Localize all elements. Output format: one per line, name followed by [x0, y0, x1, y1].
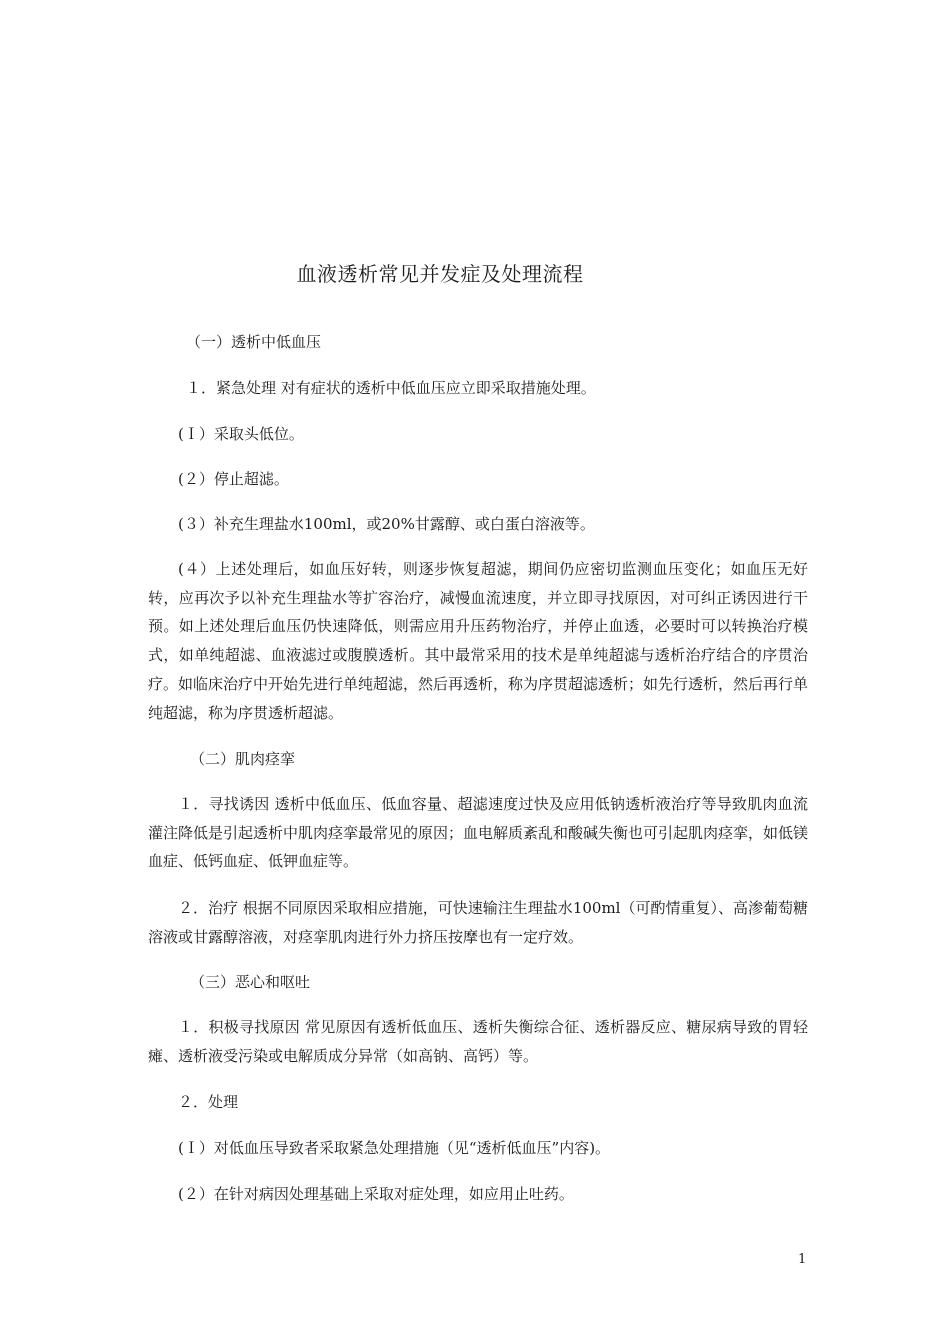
page-number: 1: [798, 1252, 807, 1267]
section3-sub2: (２）在针对病因处理基础上采取对症处理，如应用止吐药。: [178, 1185, 574, 1203]
section3-sub1: (Ｉ）对低血压导致者采取紧急处理措施（见“透析低血压”内容)。: [178, 1139, 611, 1157]
section3-item1-paragraph: １．积极寻找原因 常见原因有透析低血压、透析失衡综合征、透析器反应、糖尿病导致的胃轻瘫、透析液受污染或电解质成分异常（如高钠、高钙）等。: [148, 1018, 808, 1065]
section2-item1-paragraph: １．寻找诱因 透析中低血压、低血容量、超滤速度过快及应用低钠透析液治疗等导致肌肉血流灌注降低是引起透析中肌肉痉挛最常见的原因；血电解质紊乱和酸碱失衡也可引起肌肉痉挛，如低镁血症、低钙血症、低钾血症等。: [148, 795, 809, 871]
section1-sub2: (２）停止超滤。: [178, 470, 289, 488]
section1-sub1: (Ｉ）采取头低位。: [178, 425, 304, 443]
section-heading-nausea-vomiting: （三）恶心和呕吐: [190, 973, 311, 991]
section2-item2-paragraph: ２．治疗 根据不同原因采取相应措施，可快速输注生理盐水100ml（可酌情重复）、高渗葡萄糖溶液或甘露醇溶液，对痉挛肌肉进行外力挤压按摩也有一定疗效。: [148, 899, 808, 946]
section1-sub3: (３）补充生理盐水100ml，或20%甘露醇、或白蛋白溶液等。: [178, 515, 595, 533]
section-heading-hypotension: （一）透析中低血压: [186, 333, 322, 351]
document-title: 血液透析常见并发症及处理流程: [296, 262, 584, 286]
section-heading-muscle-cramps: （二）肌肉痉挛: [190, 750, 296, 768]
section1-sub4-paragraph: (４）上述处理后，如血压好转，则逐步恢复超滤，期间仍应密切监测血压变化；如血压无好转，应再次予以补充生理盐水等扩容治疗，减慢血流速度，并立即寻找原因，对可纠正诱因进行干预。如上述处理后血压仍快速降低，则需应用升压药物治疗，并停止血透，必要时可以转换治疗模式，如单纯超滤、血液滤过或腹膜透析。其中最常采用的技术是单纯超滤与透析治疗结合的序贯治疗。如临床治疗中开始先进行单纯超滤，然后再透析，称为序贯超滤透析；如先行透析，然后再行单纯超滤，称为序贯透析超滤。: [148, 560, 809, 722]
section3-item2: ２．处理: [178, 1093, 239, 1111]
section1-item1: １．紧急处理 对有症状的透析中低血压应立即采取措施处理。: [186, 379, 596, 397]
